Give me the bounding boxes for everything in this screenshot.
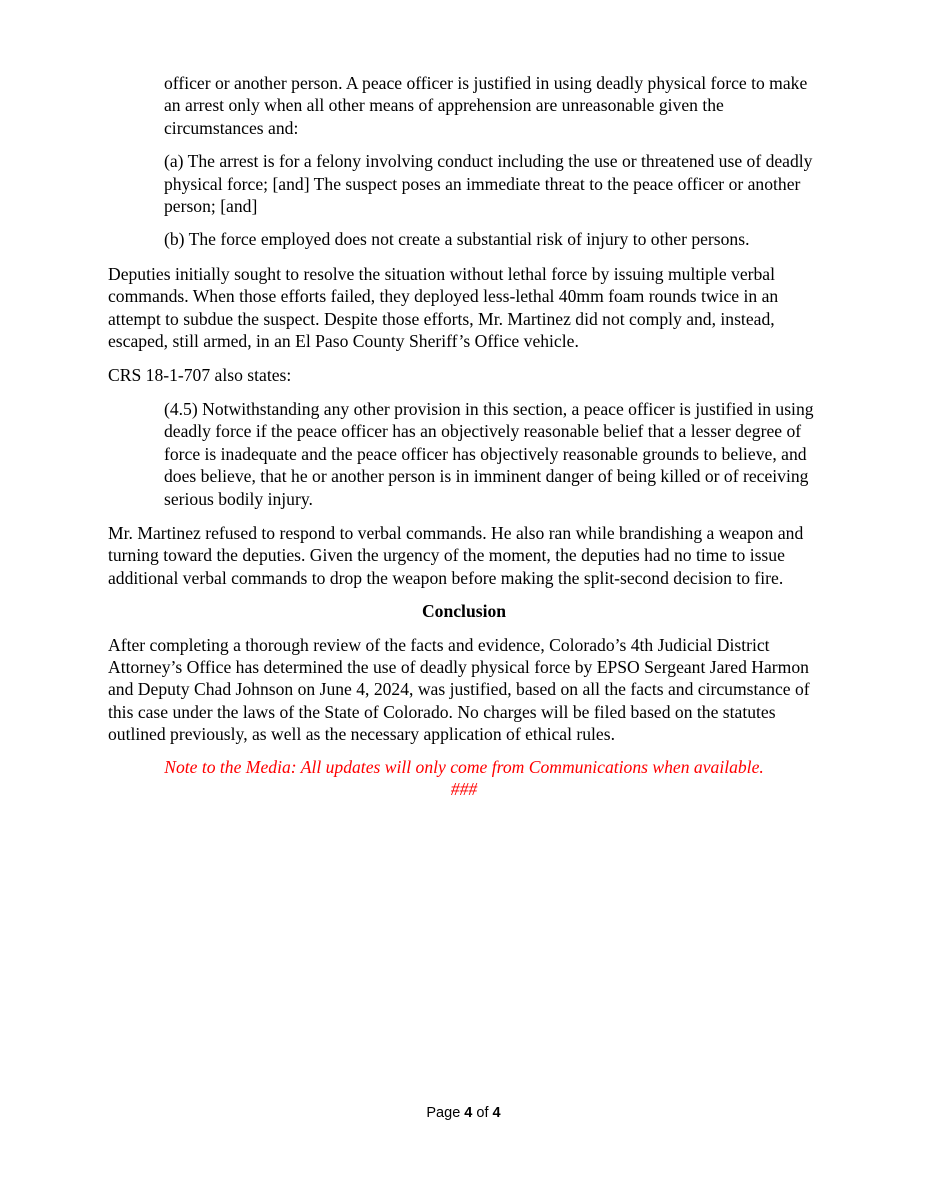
statute-clause-a: (a) The arrest is for a felony involving conduct including the use or threatened use of deadly physical force; [and] The suspect poses an immediate threat to the peace officer or another person; [and]	[164, 151, 813, 217]
statute-clause-b: (b) The force employed does not create a substantial risk of injury to other persons.	[164, 229, 750, 250]
conclusion-heading: Conclusion	[421, 601, 507, 622]
of-word: of	[476, 1105, 489, 1121]
page-footer	[0, 1105, 927, 1121]
crs-reference-paragraph: CRS 18-1-707 also states:	[108, 365, 292, 386]
statute-clause-4-5: (4.5) Notwithstanding any other provision in this section, a peace officer is justified in using deadly force if the peace officer has an objectively reasonable belief that a lesser degree of force is inadequate and the peace officer has objectively reasonable grounds to believe, and does believe, that he or another person is in imminent danger of being killed or of receiving serious bodily injury.	[164, 398, 814, 509]
statute-continuation-paragraph: officer or another person. A peace officer is justified in using deadly physical force to make an arrest only when all other means of apprehension are unreasonable given the circumstances and:	[164, 73, 808, 138]
end-marker: ###	[450, 778, 478, 799]
conclusion-paragraph: After completing a thorough review of the facts and evidence, Colorado’s 4th Judicial District Attorney’s Office has determined the use of deadly physical force by EPSO Sergeant Jared Harmon and Deputy Chad Johnson on June 4, 2024, was justified, based on all the facts and circumstance of this case under the laws of the State of Colorado. No charges will be filed based on the statutes outlined previously, as well as the necessary application of ethical rules.	[108, 634, 810, 745]
page-word: Page	[426, 1105, 461, 1121]
media-note: Note to the Media: All updates will only come from Communications when available.	[164, 756, 764, 777]
total-pages-number: 4	[492, 1105, 501, 1121]
current-page-number: 4	[464, 1105, 473, 1121]
martinez-actions-paragraph: Mr. Martinez refused to respond to verbal commands. He also ran while brandishing a weapon and turning toward the deputies. Given the urgency of the moment, the deputies had no time to issue additional verbal commands to drop the weapon before making the split-second decision to fire.	[108, 522, 804, 588]
deputies-response-paragraph: Deputies initially sought to resolve the situation without lethal force by issuing multiple verbal commands. When those efforts failed, they deployed less-lethal 40mm foam rounds twice in an attempt to subdue the suspect. Despite those efforts, Mr. Martinez did not comply and, instead, escaped, still armed, in an El Paso County Sheriff’s Office vehicle.	[108, 263, 779, 352]
document-body	[108, 72, 820, 800]
